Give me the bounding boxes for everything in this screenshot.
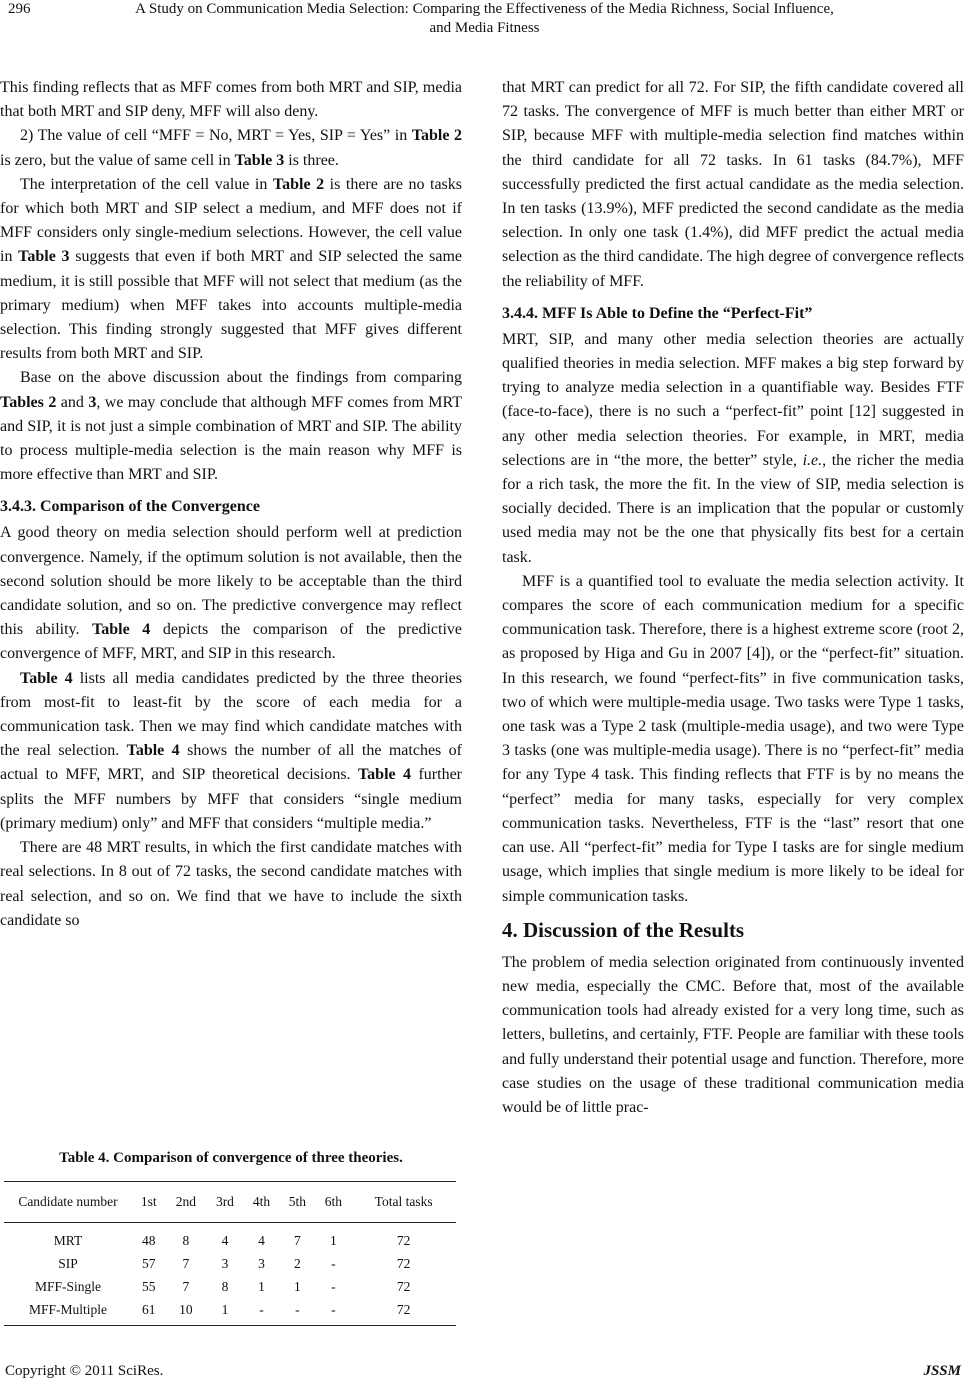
column-header: 1st bbox=[132, 1182, 165, 1223]
column-header: 6th bbox=[315, 1182, 351, 1223]
running-title-line-1: A Study on Communication Media Selection: Comparing the Effectiveness of the Media Richness, Social Influence, bbox=[135, 1, 834, 17]
table-cell: 1 bbox=[294, 1279, 301, 1294]
page-number: 296 bbox=[8, 1, 31, 17]
table-cell: 3 bbox=[221, 1256, 229, 1271]
column-header: Total tasks bbox=[351, 1182, 456, 1223]
table-reference: Table 3 bbox=[234, 151, 285, 169]
table-reference: Table 3 bbox=[18, 248, 70, 266]
running-title-line-2: and Media Fitness bbox=[429, 20, 540, 36]
table-reference: Table 4 bbox=[92, 621, 151, 639]
column-header: 3rd bbox=[206, 1182, 243, 1223]
table-cell: - bbox=[315, 1298, 351, 1326]
paragraph: There are 48 MRT results, in which the first candidate matches with real selections. In 8 out of 72 tasks, the second candidate matches with real selection, and so on. We find that we have to include the sixth candidate so bbox=[0, 839, 462, 929]
section-heading: 3.4.4. MFF Is Able to Define the “Perfect-Fit” bbox=[502, 304, 813, 322]
table-cell: - bbox=[279, 1298, 315, 1326]
paragraph: that MRT can predict for all 72. For SIP, the fifth candidate covered all 72 tasks. The convergence of MFF is much better than either MRT or SIP, because MFF with multiple-media selection find matches within the third candidate for all 72 tasks. In 61 tasks (84.7%), MFF successfully predicted the first actual candidate as the media selection. In ten tasks (13.9%), MFF predicted the second candidate as the media selection. In only one task (1.4%), did MFF predict the actual media selection as the third candidate. The high degree of convergence reflects the reliability of MFF. bbox=[502, 79, 964, 290]
section-heading: 4. Discussion of the Results bbox=[502, 917, 745, 942]
table-reference: Table 4 bbox=[357, 766, 412, 784]
column-header: 2nd bbox=[165, 1182, 206, 1223]
row-label: MRT bbox=[53, 1233, 83, 1248]
table-cell: 8 bbox=[182, 1233, 190, 1248]
table-reference: Table 2 bbox=[411, 127, 463, 145]
row-label: MFF-Multiple bbox=[4, 1298, 132, 1326]
table-cell: 3 bbox=[258, 1256, 265, 1271]
right-column bbox=[502, 76, 964, 1120]
table-cell: 55 bbox=[141, 1279, 156, 1294]
table-cell: - bbox=[331, 1279, 336, 1294]
table-cell: - bbox=[331, 1256, 336, 1271]
journal-abbreviation: JSSM bbox=[923, 1363, 961, 1379]
paragraph: The interpretation of the cell value in Table 2 is there are no tasks for which both MRT and SIP select a medium, and MFF does not if MFF considers only single-medium selections. However, the cell value in Table 3 suggests that even if both MRT and SIP selected the same medium, it is still possible that MFF will not select that medium (as the primary medium) when MFF takes into accounts multiple-media selection. This finding strongly suggested that MFF gives different results from both MRT and SIP. bbox=[0, 175, 463, 363]
paragraph: The problem of media selection originated from continuously invented new media, especially the CMC. Before that, most of the available communication tools had already existed for a very long time, such as letters, bulletins, and certainly, FTF. People are familiar with these tools and fully understand their potential usage and function. Therefore, more case studies on the usage of these traditional communication media would be of little prac- bbox=[502, 953, 964, 1116]
row-label: SIP bbox=[58, 1256, 78, 1271]
table-cell: 72 bbox=[351, 1298, 456, 1326]
table-cell: - bbox=[244, 1298, 280, 1326]
table-caption: Table 4. Comparison of convergence of three theories. bbox=[59, 1150, 403, 1166]
table-reference: Table 2 bbox=[272, 175, 325, 193]
table-row bbox=[4, 1275, 456, 1298]
convergence-table bbox=[4, 1181, 456, 1326]
copyright-notice: Copyright © 2011 SciRes. bbox=[5, 1363, 164, 1379]
table-cell: 1 bbox=[258, 1279, 265, 1294]
table-reference: Tables 2 bbox=[0, 393, 57, 411]
table-cell: 57 bbox=[141, 1256, 156, 1271]
table-cell: 4 bbox=[221, 1233, 229, 1248]
table-cell: 61 bbox=[132, 1298, 165, 1326]
paragraph: 2) The value of cell “MFF = No, MRT = Yes, SIP = Yes” in Table 2 is zero, but the value of same cell in Table 3 is three. bbox=[0, 127, 463, 169]
table-cell: 4 bbox=[258, 1233, 265, 1248]
table-cell: 72 bbox=[396, 1233, 411, 1248]
column-header: Candidate number bbox=[4, 1182, 132, 1223]
table-cell: 1 bbox=[206, 1298, 243, 1326]
table-row bbox=[4, 1252, 456, 1275]
table-cell: 8 bbox=[221, 1279, 229, 1294]
table-cell: 2 bbox=[294, 1256, 301, 1271]
table-cell: 72 bbox=[396, 1279, 411, 1294]
paragraph: Base on the above discussion about the findings from comparing Tables 2 and 3, we may conclude that although MFF comes from MRT and SIP, it is not just a simple combination of MRT and SIP. The ability to process multiple-media selection is the main reason why MFF is more effective than MRT and SIP. bbox=[0, 369, 462, 484]
table-row bbox=[4, 1223, 456, 1253]
table-cell: 7 bbox=[294, 1233, 301, 1248]
table-row bbox=[4, 1298, 456, 1326]
section-heading: 3.4.3. Comparison of the Convergence bbox=[0, 498, 260, 516]
table-cell: 7 bbox=[182, 1279, 190, 1294]
table-cell: 7 bbox=[182, 1256, 190, 1271]
table-reference: Table 4 bbox=[126, 742, 180, 760]
column-header: 5th bbox=[279, 1182, 315, 1223]
table-cell: 72 bbox=[396, 1256, 411, 1271]
row-label: MFF-Single bbox=[34, 1279, 102, 1294]
paragraph: This finding reflects that as MFF comes from both MRT and SIP, media that both MRT and SIP deny, MFF will also deny. bbox=[0, 79, 462, 121]
table-reference: Table 4 bbox=[20, 669, 73, 687]
paragraph: MFF is a quantified tool to evaluate the media selection activity. It compares the score of each communication medium for a specific communication task. Therefore, there is a highest extreme score (root 2, as proposed by Higa and Gu in 2007 [4]), or the “perfect-fit” situation. In this research, we found “perfect-fits” in five communication tasks, two of which were multiple-media usage. Two tasks were Type 1 tasks, one task was a Type 2 task (multiple-media usage), and two were Type 3 tasks (one was multiple-media usage). There is no “perfect-fit” media for any Type 4 task. This finding reflects that FTF is by no means the “perfect” media for many tasks, especially for very complex communication tasks. Nevertheless, FTF is the “last” resort that one can use. All “perfect-fit” media for Type I tasks are for single medium usage, which implies that single medium is more likely to be ideal for simple communication tasks. bbox=[502, 572, 964, 905]
paragraph: A good theory on media selection should perform well at prediction convergence. Namely, if the optimum solution is not available, then the second solution should be more likely to be acceptable than the third candidate solution, and so on. The predictive convergence may reflect this ability. Table 4 depicts the comparison of the predictive convergence of MFF, MRT, and SIP in this research. bbox=[0, 524, 463, 663]
paragraph: MRT, SIP, and many other media selection theories are actually qualified theories in media selection. MFF makes a big step forward by trying to analyze media selection in a quantifiable way. Besides FTF (face-to-face), there is no such a “perfect-fit” point [12] suggested in any other media selection theories. For example, in MRT, media selections are in “the more, the better” style, i.e., the richer the media for a rich task, the more the fit. In the view of SIP, media selection is socially decided. There is an implication that the popular or customly used media may not be the one that physically fits best for a certain task. bbox=[502, 330, 964, 566]
table-header-row bbox=[4, 1182, 456, 1223]
table-cell: 48 bbox=[141, 1233, 156, 1248]
table-reference: 3 bbox=[88, 393, 97, 411]
paragraph: Table 4 lists all media candidates predicted by the three theories from most-fit to least-fit by the score of each media for a communication task. Then we may find which candidate matches with the real selection. Table 4 shows the number of all the matches of actual to MFF, MRT, and SIP theoretical decisions. Table 4 further splits the MFF numbers by MFF that considers “single medium (primary medium) only” and MFF that considers “multiple media.” bbox=[0, 669, 463, 832]
table-cell: 1 bbox=[329, 1233, 337, 1248]
left-column bbox=[0, 76, 462, 933]
table-cell: 10 bbox=[165, 1298, 206, 1326]
column-header: 4th bbox=[244, 1182, 280, 1223]
